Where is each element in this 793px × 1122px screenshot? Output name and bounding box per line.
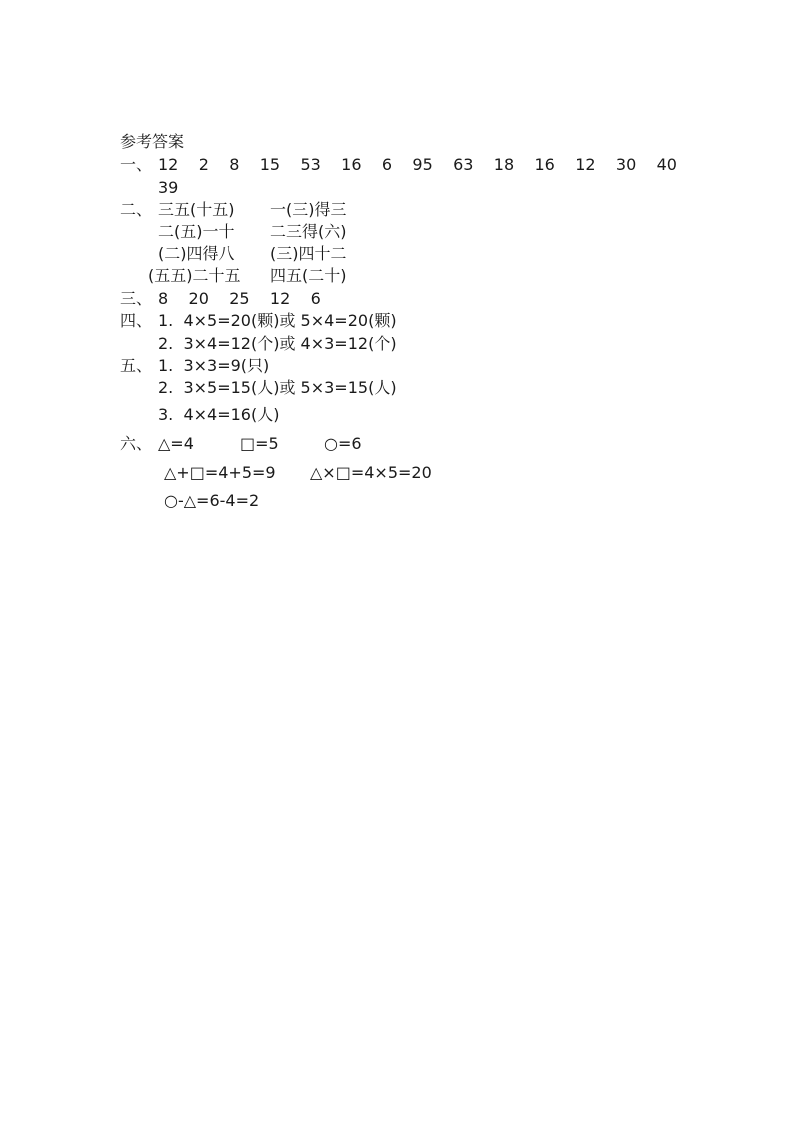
- section-2-row3-b: (三)四十二: [270, 244, 347, 263]
- section-1-label: 一、: [120, 155, 153, 174]
- section-5-item-3: 3. 4×4=16(人): [158, 405, 280, 424]
- page-title: 参考答案: [120, 132, 185, 151]
- section-5-label: 五、: [120, 356, 153, 375]
- section-2-label: 二、: [120, 200, 153, 219]
- section-2-row2-a: 二(五)一十: [158, 222, 235, 241]
- section-4-item-2: 2. 3×4=12(个)或 4×3=12(个): [158, 334, 397, 353]
- section-4-item-1: 1. 4×5=20(颗)或 5×4=20(颗): [158, 311, 397, 330]
- section-2-row1-b: 一(三)得三: [270, 200, 347, 219]
- section-2-row1-a: 三五(十五): [158, 200, 235, 219]
- section-1-answers-line2: 39: [158, 178, 179, 197]
- section-6-triangle-value: △=4: [158, 434, 194, 453]
- section-5-item-2: 2. 3×5=15(人)或 5×3=15(人): [158, 378, 397, 397]
- section-4-label: 四、: [120, 311, 153, 330]
- section-6-product-equation: △×□=4×5=20: [310, 463, 432, 482]
- section-3-label: 三、: [120, 289, 153, 308]
- section-1-answers-line1: 12 2 8 15 53 16 6 95 63 18 16 12 30 40: [158, 155, 677, 174]
- section-2-row4-b: 四五(二十): [270, 266, 347, 285]
- section-6-circle-value: ○=6: [324, 434, 362, 453]
- section-6-sum-equation: △+□=4+5=9: [164, 463, 276, 482]
- section-2-row3-a: (二)四得八: [158, 244, 235, 263]
- section-6-square-value: □=5: [240, 434, 279, 453]
- section-5-item-1: 1. 3×3=9(只): [158, 356, 270, 375]
- section-2-row2-b: 二三得(六): [270, 222, 347, 241]
- section-6-difference-equation: ○-△=6-4=2: [164, 491, 260, 510]
- section-6-label: 六、: [120, 434, 153, 453]
- section-2-row4-a: (五五)二十五: [148, 266, 241, 285]
- section-3-answers: 8 20 25 12 6: [158, 289, 321, 308]
